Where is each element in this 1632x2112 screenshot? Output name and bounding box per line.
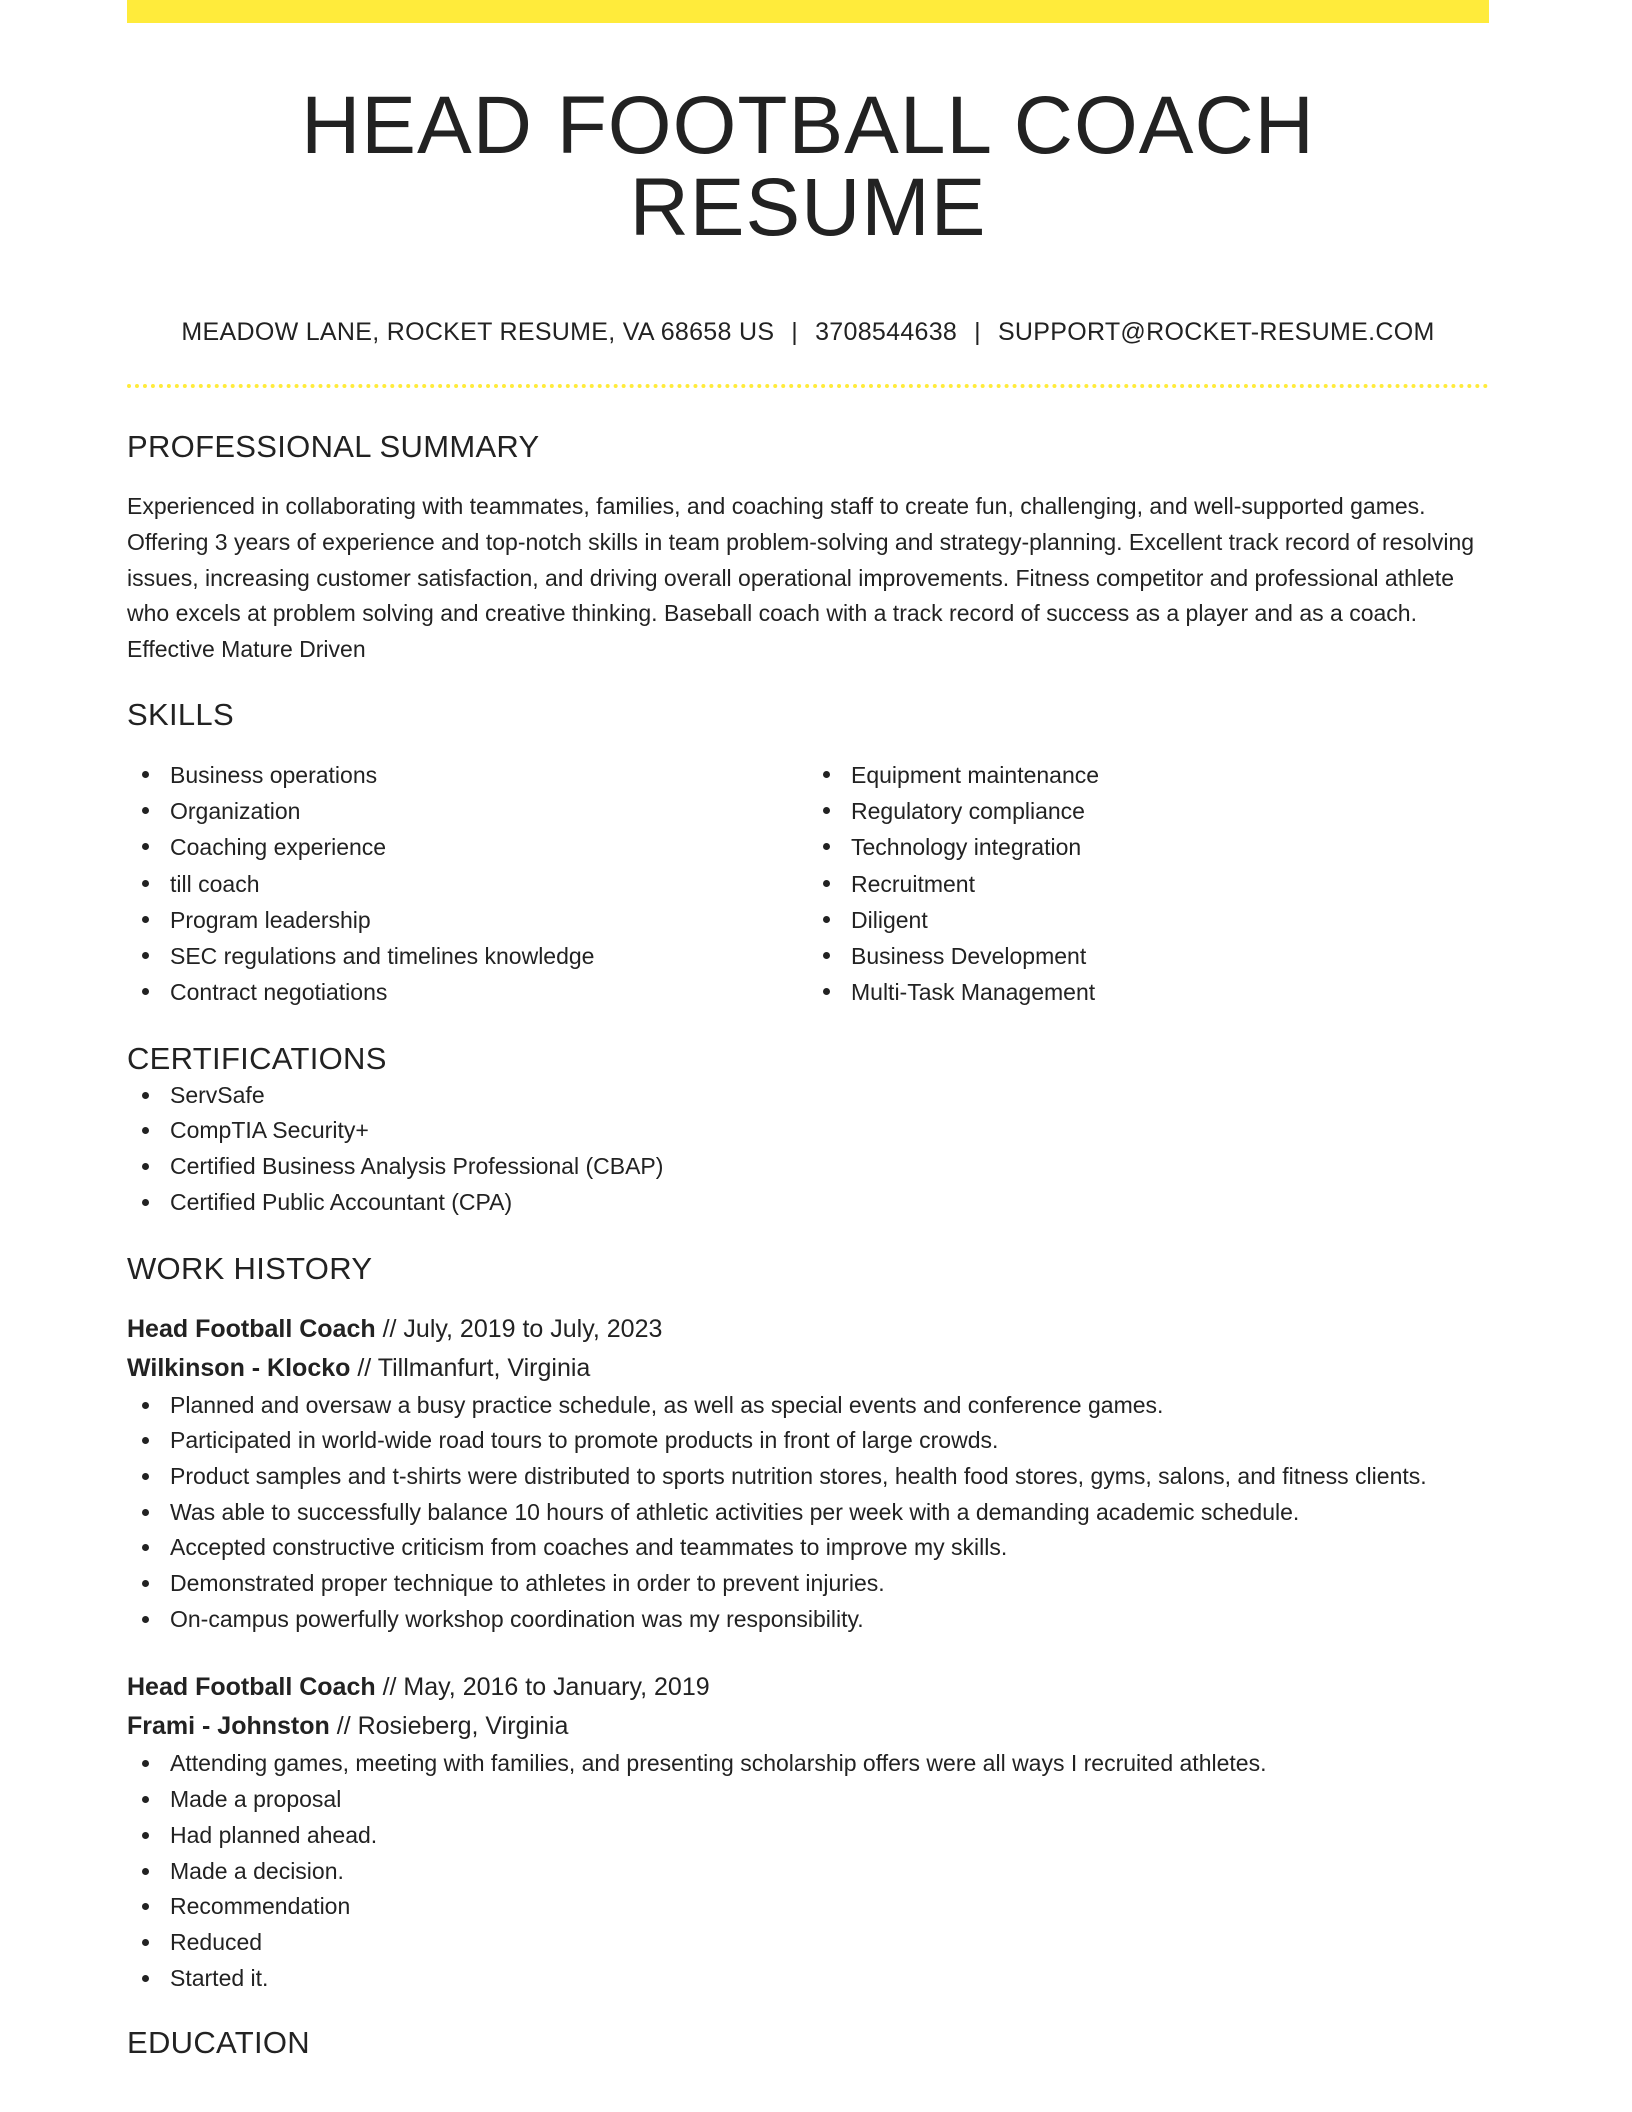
bullet-dot-icon — [142, 1616, 149, 1623]
bullet-dot-icon — [142, 1092, 149, 1099]
job-title-line — [127, 1310, 1489, 1349]
job-bullet-item-text: Made a proposal — [170, 1786, 342, 1813]
job-bullet-item-text: Demonstrated proper technique to athletes in order to prevent injuries. — [170, 1570, 885, 1597]
bullet-dot-icon — [142, 1975, 149, 1982]
work-history-jobs — [127, 1310, 1489, 1997]
skill-item — [127, 902, 808, 938]
job-bullet-item — [127, 1889, 1489, 1925]
bullet-dot-icon — [142, 1868, 149, 1875]
skills-list-left — [127, 757, 808, 1010]
bullet-dot-icon — [142, 1509, 149, 1516]
bullet-dot-icon — [142, 1939, 149, 1946]
skills-grid — [127, 757, 1489, 1010]
bullet-dot-icon — [142, 988, 149, 995]
skill-item — [127, 866, 808, 902]
bullet-dot-icon — [823, 843, 830, 850]
education-heading: EDUCATION — [127, 2025, 310, 2061]
job-bullet-item-text: Participated in world-wide road tours to promote products in front of large crowds. — [170, 1427, 999, 1454]
job-bullet-item — [127, 1566, 1489, 1602]
skill-item-text: Regulatory compliance — [851, 798, 1085, 825]
job-bullet-item — [127, 1495, 1489, 1531]
bullet-dot-icon — [823, 771, 830, 778]
job-title: Head Football Coach — [127, 1314, 376, 1343]
job-bullet-item — [127, 1530, 1489, 1566]
skill-item — [808, 902, 1489, 938]
job-bullet-item-text: Attending games, meeting with families, and presenting scholarship offers were all ways I recruited athletes. — [170, 1750, 1267, 1777]
skills-column-right — [808, 757, 1489, 1010]
skill-item — [808, 938, 1489, 974]
job-bullet-item-text: On-campus powerfully workshop coordination was my responsibility. — [170, 1605, 864, 1632]
accent-top-bar — [127, 0, 1489, 23]
skill-item-text: Contract negotiations — [170, 979, 388, 1006]
job-location: // Tillmanfurt, Virginia — [350, 1353, 591, 1382]
skill-item — [808, 974, 1489, 1010]
certification-item-text: Certified Business Analysis Professional (CBAP) — [170, 1152, 664, 1179]
job-company-line — [127, 1707, 1489, 1746]
job-dates: // July, 2019 to July, 2023 — [375, 1314, 663, 1343]
job-bullet-item — [127, 1423, 1489, 1459]
skill-item-text: SEC regulations and timelines knowledge — [170, 942, 595, 969]
job-bullet-item-text: Was able to successfully balance 10 hours of athletic activities per week with a demanding academic schedule. — [170, 1498, 1300, 1525]
bullet-dot-icon — [142, 880, 149, 887]
contact-address: MEADOW LANE, ROCKET RESUME, VA 68658 US — [181, 318, 775, 346]
job-title: Head Football Coach — [127, 1673, 376, 1702]
bullet-dot-icon — [142, 1127, 149, 1134]
job-bullet-item — [127, 1746, 1489, 1782]
skill-item-text: Recruitment — [851, 870, 975, 897]
resume-page — [127, 0, 1489, 2062]
skill-item-text: Equipment maintenance — [851, 761, 1100, 788]
bullet-dot-icon — [142, 1163, 149, 1170]
job-location: // Rosieberg, Virginia — [329, 1712, 569, 1741]
certification-item-text: CompTIA Security+ — [170, 1117, 369, 1144]
bullet-dot-icon — [142, 843, 149, 850]
skills-list-right — [808, 757, 1489, 1010]
summary-text: Experienced in collaborating with teammates, families, and coaching staff to create fun, challenging, and well-supported games. Offering 3 years of experience and top-notch skills in team problem-solving and strategy-planning. Excellent track record of resolving issues, increasing customer satisfaction, and driving overall operational improvements. Fitness competitor and professional athlete who excels at problem solving and creative thinking. Baseball coach with a track record of success as a player and as a coach. Effective Mature Driven — [127, 493, 1475, 662]
resume-title: HEAD FOOTBALL COACH RESUME — [301, 80, 1315, 253]
job-title-line — [127, 1668, 1489, 1707]
job-bullet-item-text: Accepted constructive criticism from coaches and teammates to improve my skills. — [170, 1534, 1008, 1561]
skills-heading: SKILLS — [127, 696, 234, 732]
skill-item — [127, 974, 808, 1010]
skill-item-text: Diligent — [851, 906, 928, 933]
job-bullet-item — [127, 1925, 1489, 1961]
contact-line — [127, 317, 1489, 347]
bullet-dot-icon — [142, 1760, 149, 1767]
skill-item-text: Multi-Task Management — [851, 979, 1096, 1006]
skill-item-text: Organization — [170, 798, 301, 825]
skill-item-text: Technology integration — [851, 834, 1082, 861]
bullet-dot-icon — [142, 1903, 149, 1910]
bullet-dot-icon — [142, 771, 149, 778]
bullet-dot-icon — [142, 807, 149, 814]
job-bullet-list — [127, 1388, 1489, 1638]
skill-item-text: Program leadership — [170, 906, 371, 933]
bullet-dot-icon — [823, 916, 830, 923]
job-bullet-item — [127, 1782, 1489, 1818]
bullet-dot-icon — [823, 952, 830, 959]
skill-item — [808, 829, 1489, 865]
job-bullet-item-text: Planned and oversaw a busy practice schedule, as well as special events and conference games. — [170, 1391, 1164, 1418]
work-history-heading: WORK HISTORY — [127, 1251, 373, 1287]
skill-item — [808, 757, 1489, 793]
job-company: Frami - Johnston — [127, 1712, 330, 1741]
bullet-dot-icon — [142, 1402, 149, 1409]
job-bullet-list — [127, 1746, 1489, 1996]
contact-separator: | — [791, 318, 799, 346]
skill-item — [808, 866, 1489, 902]
skills-column-left — [127, 757, 808, 1010]
skill-item-text: Business operations — [170, 761, 378, 788]
summary-heading: PROFESSIONAL SUMMARY — [127, 429, 540, 464]
job-entry — [127, 1310, 1489, 1638]
job-bullet-item — [127, 1388, 1489, 1424]
job-bullet-item — [127, 1854, 1489, 1890]
bullet-dot-icon — [142, 916, 149, 923]
job-bullet-item-text: Made a decision. — [170, 1857, 344, 1884]
bullet-dot-icon — [142, 1580, 149, 1587]
skill-item — [127, 757, 808, 793]
certification-item — [127, 1185, 1489, 1221]
skill-item-text: Coaching experience — [170, 834, 387, 861]
certification-item-text: ServSafe — [170, 1081, 265, 1108]
bullet-dot-icon — [142, 1199, 149, 1206]
contact-phone[interactable]: 3708544638 — [815, 318, 958, 346]
job-bullet-item — [127, 1961, 1489, 1997]
skill-item — [808, 793, 1489, 829]
bullet-dot-icon — [142, 1473, 149, 1480]
bullet-dot-icon — [142, 952, 149, 959]
skill-item-text: Business Development — [851, 942, 1087, 969]
skill-item — [127, 938, 808, 974]
job-entry — [127, 1668, 1489, 1996]
job-bullet-item-text: Had planned ahead. — [170, 1821, 378, 1848]
certification-item-text: Certified Public Accountant (CPA) — [170, 1188, 513, 1215]
job-bullet-item-text: Reduced — [170, 1928, 263, 1955]
job-dates: // May, 2016 to January, 2019 — [375, 1673, 710, 1702]
job-bullet-item — [127, 1602, 1489, 1638]
job-company-line — [127, 1349, 1489, 1388]
certifications-list — [127, 1078, 1489, 1221]
job-bullet-item — [127, 1459, 1489, 1495]
skill-item-text: till coach — [170, 870, 260, 897]
bullet-dot-icon — [142, 1832, 149, 1839]
bullet-dot-icon — [142, 1544, 149, 1551]
certification-item — [127, 1149, 1489, 1185]
job-bullet-item — [127, 1818, 1489, 1854]
bullet-dot-icon — [823, 988, 830, 995]
bullet-dot-icon — [823, 807, 830, 814]
bullet-dot-icon — [142, 1437, 149, 1444]
contact-separator: | — [974, 318, 981, 346]
dotted-divider — [127, 384, 1489, 388]
certifications-heading: CERTIFICATIONS — [127, 1041, 387, 1077]
job-bullet-item-text: Recommendation — [170, 1893, 351, 1920]
certification-item — [127, 1078, 1489, 1114]
bullet-dot-icon — [142, 1796, 149, 1803]
job-company: Wilkinson - Klocko — [127, 1353, 351, 1382]
skill-item — [127, 829, 808, 865]
skill-item — [127, 793, 808, 829]
contact-email[interactable]: SUPPORT@ROCKET-RESUME.COM — [997, 318, 1435, 346]
job-bullet-item-text: Product samples and t-shirts were distributed to sports nutrition stores, health food stores, gyms, salons, and fitness clients. — [170, 1462, 1427, 1489]
job-bullet-item-text: Started it. — [170, 1964, 269, 1991]
bullet-dot-icon — [823, 880, 830, 887]
certification-item — [127, 1113, 1489, 1149]
